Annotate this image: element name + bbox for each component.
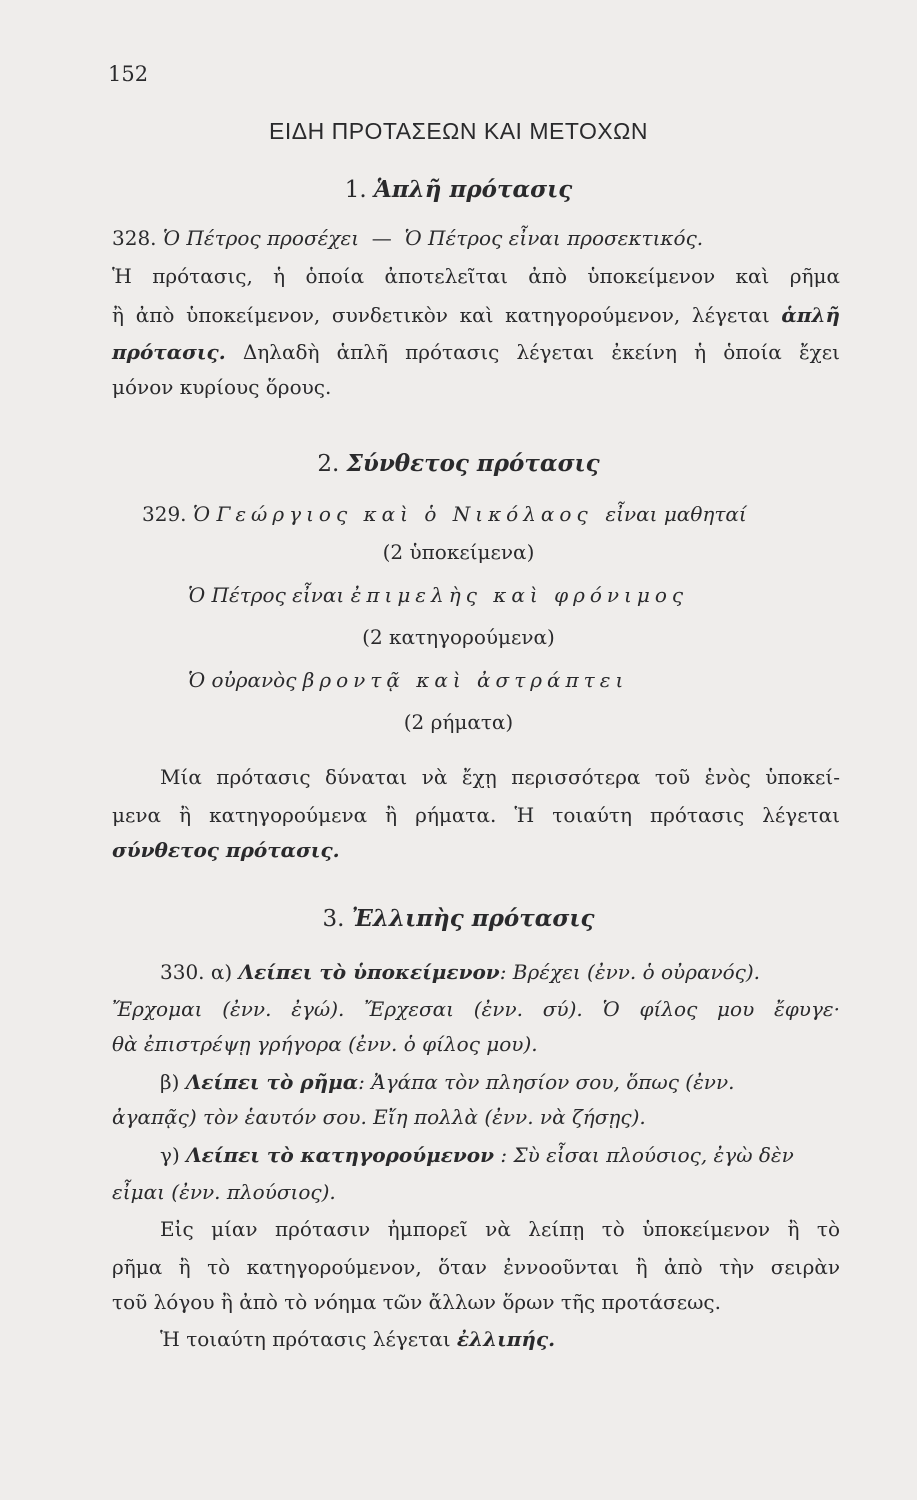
example-330-b [160, 1070, 734, 1094]
example-spaced: βροντᾷ καὶ ἀστράπτει [302, 668, 629, 692]
term-bold: Λείπει τὸ ὑποκείμενον [238, 960, 500, 984]
example-spaced: ἐπιμελὴς καὶ φρόνιμος [350, 583, 689, 607]
term-bold: ἁπλῆ [781, 303, 841, 327]
colon: : [500, 1143, 508, 1167]
item-number: γ) [160, 1143, 180, 1167]
example-text: Ὁ Πέτρος εἶναι προσεκτικός. [404, 226, 704, 250]
dash: — [371, 226, 392, 250]
paragraph-line: ρῆμα ἢ τὸ κατηγορούμενον, ὅταν ἐννοοῦνται ἢ ἀπὸ τὴν σειρὰν [112, 1255, 840, 1279]
paragraph-line: Ἡ πρότασις, ἡ ὁποία ἀποτελεῖται ἀπὸ ὑποκείμενον καὶ ρῆμα [112, 264, 840, 288]
paragraph-line: Εἰς μίαν πρότασιν ἠμπορεῖ νὰ λείπῃ τὸ ὑποκείμενον ἢ τὸ [160, 1217, 840, 1241]
paragraph-number: 329. [142, 502, 187, 526]
example-note: (2 ρήματα) [403, 710, 514, 734]
example-text: Βρέχει (ἐνν. ὁ οὐρανός). [512, 960, 761, 984]
text: ἢ ἀπὸ ὑποκείμενον, συνδετικὸν καὶ κατηγορούμενον, λέγεται [112, 303, 770, 327]
example-text: Σὺ εἶσαι πλούσιος, ἐγὼ δὲν [513, 1143, 794, 1167]
paragraph-line [112, 838, 340, 862]
example-text: εἶναι μαθηταί [605, 502, 747, 526]
section-3-title: Ἐλλιπὴς πρότασις [351, 905, 595, 932]
example-329-3 [188, 668, 628, 692]
example-note: (2 ὑποκείμενα) [382, 540, 535, 564]
section-2-number: 2. [317, 451, 340, 477]
paragraph-line [112, 340, 840, 364]
example-spaced: Γεώργιος καὶ ὁ Νικόλαος [216, 502, 593, 526]
paragraph-line: Μία πρότασις δύναται νὰ ἔχῃ περισσότερα τοῦ ἑνὸς ὑποκεί- [160, 765, 840, 789]
section-3-number: 3. [322, 906, 345, 932]
term-bold: Λείπει τὸ ρῆμα [185, 1070, 359, 1094]
example-text: Ὁ οὐρανὸς [188, 668, 297, 692]
example-328 [112, 226, 703, 250]
paragraph-line [160, 1327, 555, 1351]
page-number: 152 [108, 62, 149, 86]
running-title: ΕΙΔΗ ΠΡΟΤΑΣΕΩΝ ΚΑΙ ΜΕΤΟΧΩΝ [268, 118, 648, 144]
term-bold: Λείπει τὸ κατηγορούμενον [186, 1143, 495, 1167]
example-text: Ἀγάπα τὸν πλησίον σου, ὅπως (ἐνν. [371, 1070, 735, 1094]
paragraph-line: μενα ἢ κατηγορούμενα ἢ ρήματα. Ἡ τοιαύτη πρότασις λέγεται [112, 803, 840, 827]
example-text: εἶμαι (ἐνν. πλούσιος). [112, 1180, 336, 1204]
example-329-2 [188, 583, 688, 607]
text: Ἡ τοιαύτη πρότασις λέγεται [160, 1327, 451, 1351]
example-note: (2 κατηγορούμενα) [362, 625, 555, 649]
term-bold: σύνθετος πρότασις. [112, 838, 340, 862]
example-330-a [160, 960, 760, 984]
paragraph-line [112, 303, 840, 327]
section-1-number: 1. [344, 177, 367, 203]
term-bold: πρότασις. [112, 340, 226, 364]
section-1-title: Ἁπλῆ πρότασις [373, 176, 573, 203]
example-329-1 [142, 502, 747, 526]
paragraph-line: τοῦ λόγου ἢ ἀπὸ τὸ νόημα τῶν ἄλλων ὅρων τῆς προτάσεως. [112, 1290, 721, 1314]
example-text: Ἔρχομαι (ἐνν. ἐγώ). Ἔρχεσαι (ἐνν. σύ). Ὁ φίλος μου ἔφυγε· [112, 997, 840, 1021]
example-text: Ὁ Πέτρος προσέχει [162, 226, 360, 250]
section-3-heading [0, 905, 917, 932]
section-1-heading [0, 176, 917, 203]
example-text: ἀγαπᾷς) τὸν ἑαυτόν σου. Εἴη πολλὰ (ἐνν. νὰ ζήσῃς). [112, 1105, 646, 1129]
section-2-heading [0, 450, 917, 477]
paragraph-number: 328. [112, 226, 157, 250]
item-number: 330. α) [160, 960, 233, 984]
term-bold: ἐλλιπής. [456, 1327, 556, 1351]
example-text: Ὁ Πέτρος εἶναι [188, 583, 345, 607]
item-number: β) [160, 1070, 180, 1094]
example-text: Ὁ [192, 502, 211, 526]
example-330-c [160, 1143, 794, 1167]
colon: : [358, 1070, 365, 1094]
section-2-title: Σύνθετος πρότασις [346, 450, 600, 477]
text: Δηλαδὴ ἁπλῆ πρότασις λέγεται ἐκείνη ἡ ὁποία ἔχει [242, 340, 840, 364]
colon: : [499, 960, 507, 984]
example-text: θὰ ἐπιστρέψῃ γρήγορα (ἐνν. ὁ φίλος μου). [112, 1032, 538, 1056]
paragraph-line: μόνον κυρίους ὅρους. [112, 375, 332, 399]
